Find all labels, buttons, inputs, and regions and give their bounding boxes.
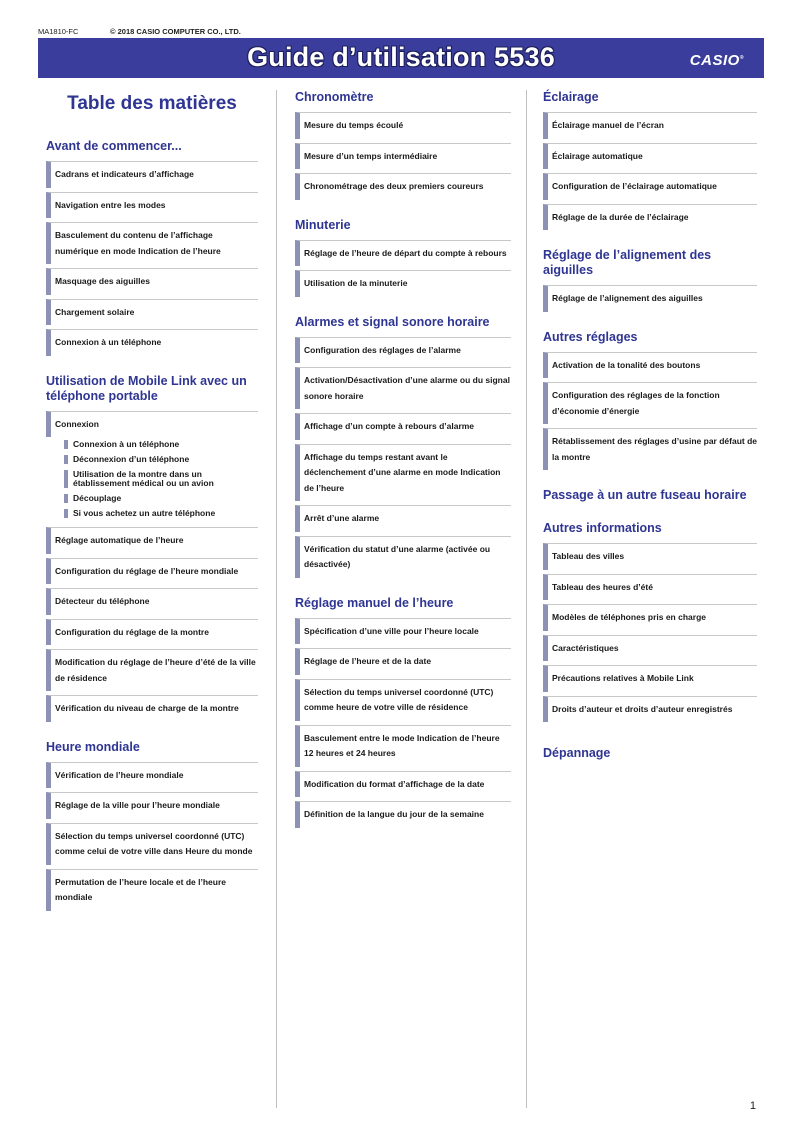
toc-link[interactable]: Configuration des réglages de la fonction d’économie d’énergie: [543, 382, 757, 424]
toc-link[interactable]: Précautions relatives à Mobile Link: [543, 665, 757, 692]
casio-logo: [690, 52, 744, 69]
toc-link[interactable]: Réglage automatique de l’heure: [46, 527, 258, 554]
toc-link[interactable]: Réglage de l’alignement des aiguilles: [543, 285, 757, 312]
column-divider-1: [276, 90, 277, 1108]
toc-link[interactable]: Mesure d’un temps intermédiaire: [295, 143, 511, 170]
toc-link[interactable]: Réglage de la ville pour l’heure mondiale: [46, 792, 258, 819]
title-banner: [38, 38, 764, 78]
toc-sublink[interactable]: Si vous achetez un autre téléphone: [64, 509, 258, 518]
column-divider-2: [526, 90, 527, 1108]
toc-link[interactable]: Masquage des aiguilles: [46, 268, 258, 295]
toc-link[interactable]: Vérification du statut d’une alarme (activée ou désactivée): [295, 536, 511, 578]
toc-column-2: [295, 86, 511, 832]
copyright: © 2018 CASIO COMPUTER CO., LTD.: [110, 27, 241, 36]
toc-link[interactable]: Éclairage manuel de l’écran: [543, 112, 757, 139]
toc-link[interactable]: Rétablissement des réglages d’usine par défaut de la montre: [543, 428, 757, 470]
toc-link[interactable]: Affichage d’un compte à rebours d’alarme: [295, 413, 511, 440]
page-title: Guide d’utilisation 5536: [247, 42, 555, 72]
toc-link[interactable]: Définition de la langue du jour de la semaine: [295, 801, 511, 828]
toc-link[interactable]: Activation de la tonalité des boutons: [543, 352, 757, 379]
toc-link[interactable]: Basculement entre le mode Indication de l’heure 12 heures et 24 heures: [295, 725, 511, 767]
toc-link[interactable]: Réglage de l’heure de départ du compte à rebours: [295, 240, 511, 267]
toc-link[interactable]: Tableau des heures d’été: [543, 574, 757, 601]
page-number: 1: [749, 1100, 756, 1112]
section-autres-reglages: Autres réglages: [543, 329, 638, 344]
toc-link[interactable]: Chronométrage des deux premiers coureurs: [295, 173, 511, 200]
toc-link[interactable]: Arrêt d’une alarme: [295, 505, 511, 532]
toc-sublink[interactable]: Utilisation de la montre dans un établissement médical ou un avion: [64, 470, 258, 488]
doc-code: MA1810-FC: [38, 27, 79, 36]
doc-meta: [38, 27, 241, 36]
casio-logo-text: CASIO: [689, 52, 740, 69]
toc-link[interactable]: Sélection du temps universel coordonné (UTC) comme heure de votre ville de résidence: [295, 679, 511, 721]
section-fuseau-horaire[interactable]: Passage à un autre fuseau horaire: [543, 488, 747, 502]
toc-link[interactable]: Configuration du réglage de l’heure mondiale: [46, 558, 258, 585]
section-heure-mondiale: Heure mondiale: [46, 739, 140, 754]
toc-column-3: [543, 86, 757, 768]
toc-link[interactable]: Configuration du réglage de la montre: [46, 619, 258, 646]
toc-link[interactable]: Vérification de l’heure mondiale: [46, 762, 258, 789]
toc-link[interactable]: Éclairage automatique: [543, 143, 757, 170]
toc-link[interactable]: Activation/Désactivation d’une alarme ou du signal sonore horaire: [295, 367, 511, 409]
toc-link[interactable]: Vérification du niveau de charge de la montre: [46, 695, 258, 722]
toc-link[interactable]: Caractéristiques: [543, 635, 757, 662]
toc-link[interactable]: Chargement solaire: [46, 299, 258, 326]
section-depannage[interactable]: Dépannage: [543, 746, 611, 760]
toc-link[interactable]: Connexion à un téléphone: [46, 329, 258, 356]
section-chronometre: Chronomètre: [295, 90, 374, 104]
registered-mark: ®: [739, 55, 744, 61]
toc-link[interactable]: Configuration de l’éclairage automatique: [543, 173, 757, 200]
toc-link[interactable]: Spécification d’une ville pour l’heure locale: [295, 618, 511, 645]
toc-link[interactable]: Sélection du temps universel coordonné (UTC) comme celui de votre ville dans Heure du monde: [46, 823, 258, 865]
toc-link[interactable]: Cadrans et indicateurs d’affichage: [46, 161, 258, 188]
toc-link[interactable]: Permutation de l’heure locale et de l’heure mondiale: [46, 869, 258, 911]
section-autres-informations: Autres informations: [543, 521, 662, 535]
toc-link[interactable]: Tableau des villes: [543, 543, 757, 570]
toc-link[interactable]: Détecteur du téléphone: [46, 588, 258, 615]
toc-link[interactable]: Réglage de l’heure et de la date: [295, 648, 511, 675]
section-minuterie: Minuterie: [295, 217, 351, 232]
toc-link[interactable]: Basculement du contenu de l’affichage numérique en mode Indication de l’heure: [46, 222, 258, 264]
toc-link[interactable]: Modification du format d’affichage de la date: [295, 771, 511, 798]
toc-link[interactable]: Utilisation de la minuterie: [295, 270, 511, 297]
toc-link[interactable]: Navigation entre les modes: [46, 192, 258, 219]
section-reglage-manuel: Réglage manuel de l’heure: [295, 595, 454, 610]
section-alarmes: Alarmes et signal sonore horaire: [295, 314, 490, 329]
toc-link[interactable]: Configuration des réglages de l’alarme: [295, 337, 511, 364]
toc-sublink[interactable]: Connexion à un téléphone: [64, 440, 258, 449]
toc-link[interactable]: Modification du réglage de l’heure d’été de la ville de résidence: [46, 649, 258, 691]
toc-link[interactable]: Modèles de téléphones pris en charge: [543, 604, 757, 631]
section-mobile-link: Utilisation de Mobile Link avec un téléphone portable: [46, 373, 247, 403]
toc-sublink[interactable]: Déconnexion d’un téléphone: [64, 455, 258, 464]
section-eclairage: Éclairage: [543, 90, 599, 104]
toc-link[interactable]: Affichage du temps restant avant le déclenchement d’une alarme en mode Indication de l’heure: [295, 444, 511, 502]
toc-link[interactable]: Mesure du temps écoulé: [295, 112, 511, 139]
section-avant-de-commencer: Avant de commencer...: [46, 139, 182, 153]
toc-column-1: [46, 86, 258, 915]
toc-sublink[interactable]: Découplage: [64, 494, 258, 503]
toc-link[interactable]: Réglage de la durée de l’éclairage: [543, 204, 757, 231]
toc-title: Table des matières: [67, 93, 237, 114]
toc-link[interactable]: Droits d’auteur et droits d’auteur enregistrés: [543, 696, 757, 723]
section-alignement-aiguilles: Réglage de l’alignement des aiguilles: [543, 248, 712, 277]
toc-link[interactable]: Connexion: [46, 411, 258, 438]
